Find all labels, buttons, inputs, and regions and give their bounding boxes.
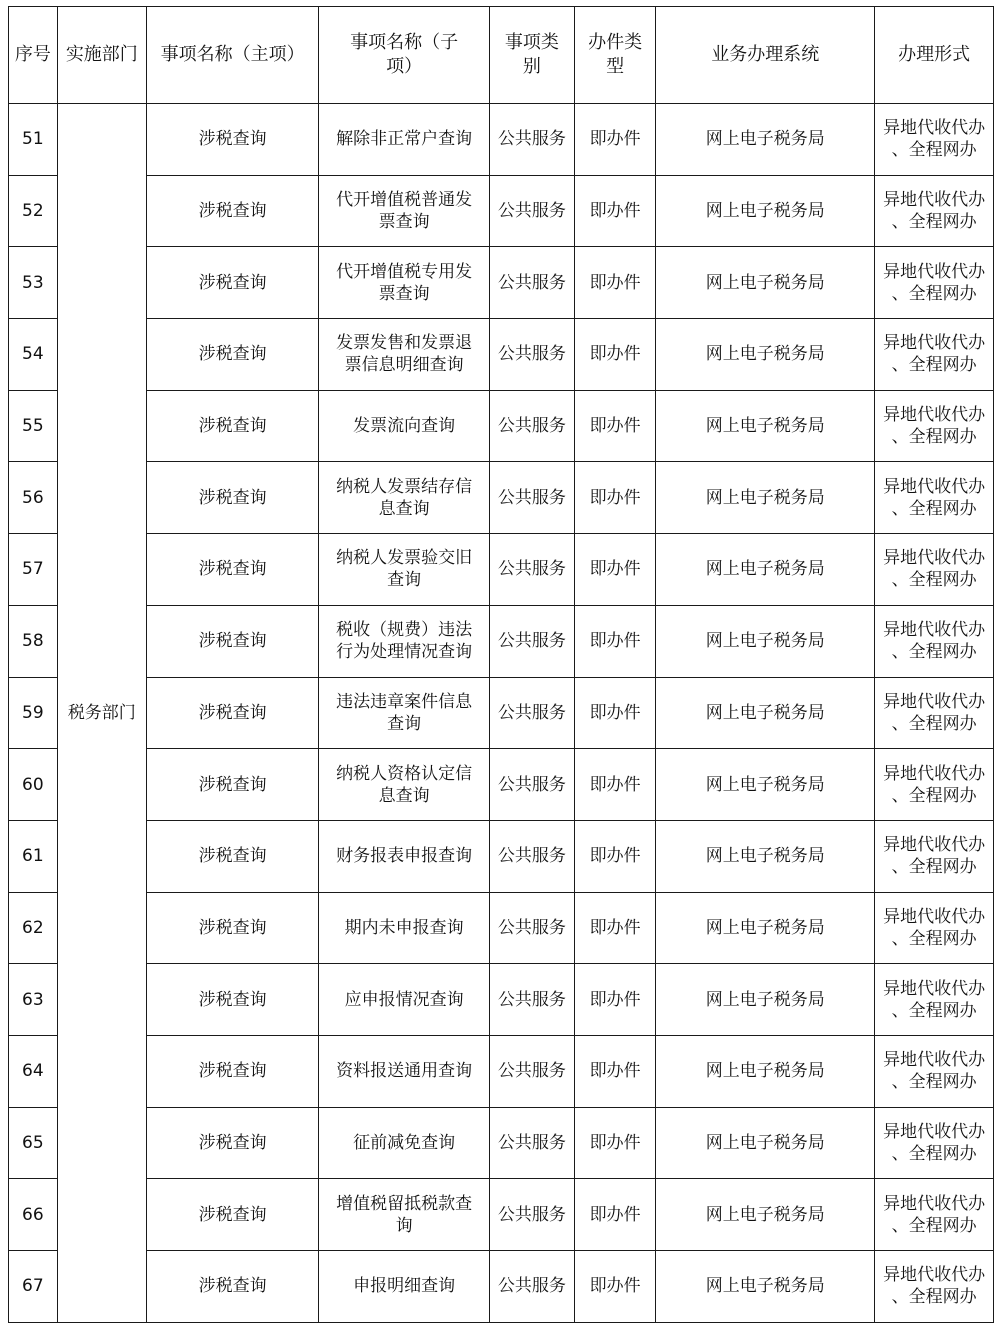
- cell-line: 别: [522, 56, 541, 77]
- cell-category: 公共服务: [489, 104, 574, 176]
- cell-line: 异地代收代办: [883, 691, 986, 712]
- cell-category: 公共服务: [489, 892, 574, 964]
- cell-line: 查询: [387, 570, 422, 591]
- cell-form: [875, 462, 994, 534]
- table-row: [9, 1107, 994, 1179]
- cell-sub-item: [319, 1251, 489, 1323]
- cell-no: 58: [9, 605, 58, 677]
- cell-system: 网上电子税务局: [656, 892, 875, 964]
- cell-sub-item: [319, 1179, 489, 1251]
- cell-system: 网上电子税务局: [656, 1179, 875, 1251]
- cell-line: 征前减免查询: [353, 1132, 456, 1153]
- cell-form: [875, 534, 994, 606]
- cell-line: 办件类: [588, 32, 643, 53]
- cell-line: 异地代收代办: [883, 333, 986, 354]
- cell-case-type: 即办件: [575, 319, 656, 391]
- header-row: [9, 7, 994, 104]
- cell-no: 54: [9, 319, 58, 391]
- cell-category: 公共服务: [489, 1035, 574, 1107]
- cell-no: 56: [9, 462, 58, 534]
- cell-category: 公共服务: [489, 175, 574, 247]
- cell-line: 项）: [386, 56, 423, 77]
- cell-main-item: 涉税查询: [146, 319, 318, 391]
- cell-line: 、全程网办: [891, 785, 977, 806]
- cell-line: 票查询: [378, 283, 430, 304]
- cell-line: 询: [395, 1215, 413, 1236]
- cell-line: 事项名称（主项）: [160, 44, 305, 65]
- cell-no: 57: [9, 534, 58, 606]
- cell-no: 60: [9, 749, 58, 821]
- cell-no: 64: [9, 1035, 58, 1107]
- cell-main-item: 涉税查询: [146, 462, 318, 534]
- cell-line: 异地代收代办: [883, 118, 986, 139]
- cell-line: 异地代收代办: [883, 763, 986, 784]
- cell-line: 异地代收代办: [883, 548, 986, 569]
- header-system: [656, 7, 875, 104]
- cell-category: 公共服务: [489, 319, 574, 391]
- cell-sub-item: [319, 605, 489, 677]
- cell-main-item: 涉税查询: [146, 175, 318, 247]
- cell-line: 应申报情况查询: [344, 989, 464, 1010]
- cell-line: 业务办理系统: [711, 44, 820, 65]
- cell-line: 、全程网办: [891, 642, 977, 663]
- cell-line: 事项类: [504, 32, 559, 53]
- cell-form: [875, 605, 994, 677]
- cell-no: 66: [9, 1179, 58, 1251]
- cell-case-type: 即办件: [575, 749, 656, 821]
- cell-system: 网上电子税务局: [656, 605, 875, 677]
- table-row: [9, 319, 994, 391]
- header-department: [57, 7, 146, 104]
- cell-line: 、全程网办: [891, 857, 977, 878]
- cell-line: 办理形式: [898, 44, 971, 65]
- cell-system: 网上电子税务局: [656, 1251, 875, 1323]
- table-row: [9, 175, 994, 247]
- cell-line: 异地代收代办: [883, 1050, 986, 1071]
- cell-line: 异地代收代办: [883, 978, 986, 999]
- cell-system: 网上电子税务局: [656, 104, 875, 176]
- header-sub-item: [319, 7, 489, 104]
- cell-no: 63: [9, 964, 58, 1036]
- cell-category: 公共服务: [489, 1179, 574, 1251]
- cell-category: 公共服务: [489, 749, 574, 821]
- cell-form: [875, 1251, 994, 1323]
- cell-line: 异地代收代办: [883, 906, 986, 927]
- table-row: [9, 534, 994, 606]
- cell-system: 网上电子税务局: [656, 1107, 875, 1179]
- cell-system: 网上电子税务局: [656, 749, 875, 821]
- cell-line: 申报明细查询: [353, 1276, 456, 1297]
- header-case-type: [575, 7, 656, 104]
- table-row: [9, 390, 994, 462]
- cell-form: [875, 964, 994, 1036]
- cell-form: [875, 319, 994, 391]
- cell-no: 53: [9, 247, 58, 319]
- cell-case-type: 即办件: [575, 534, 656, 606]
- table-row: [9, 605, 994, 677]
- cell-case-type: 即办件: [575, 1179, 656, 1251]
- cell-form: [875, 1035, 994, 1107]
- cell-case-type: 即办件: [575, 964, 656, 1036]
- cell-category: 公共服务: [489, 1251, 574, 1323]
- table-row: [9, 247, 994, 319]
- cell-system: 网上电子税务局: [656, 462, 875, 534]
- cell-line: 异地代收代办: [883, 190, 986, 211]
- cell-line: 税收（规费）违法: [336, 620, 473, 641]
- cell-line: 增值税留抵税款查: [336, 1193, 473, 1214]
- cell-sub-item: [319, 462, 489, 534]
- cell-case-type: 即办件: [575, 820, 656, 892]
- cell-case-type: 即办件: [575, 1107, 656, 1179]
- cell-category: 公共服务: [489, 247, 574, 319]
- cell-line: 型: [606, 56, 625, 77]
- cell-sub-item: [319, 104, 489, 176]
- cell-line: 异地代收代办: [883, 405, 986, 426]
- cell-sub-item: [319, 534, 489, 606]
- cell-category: 公共服务: [489, 677, 574, 749]
- table-row: [9, 677, 994, 749]
- cell-no: 65: [9, 1107, 58, 1179]
- cell-category: 公共服务: [489, 390, 574, 462]
- cell-main-item: 涉税查询: [146, 247, 318, 319]
- cell-sub-item: [319, 749, 489, 821]
- cell-line: 期内未申报查询: [344, 917, 464, 938]
- cell-department: 税务部门: [57, 104, 146, 1323]
- cell-form: [875, 749, 994, 821]
- table-row: [9, 462, 994, 534]
- cell-sub-item: [319, 319, 489, 391]
- cell-form: [875, 1179, 994, 1251]
- cell-sub-item: [319, 1107, 489, 1179]
- cell-case-type: 即办件: [575, 892, 656, 964]
- cell-line: 发票发售和发票退: [336, 333, 473, 354]
- cell-category: 公共服务: [489, 820, 574, 892]
- cell-line: 事项名称（子: [350, 32, 459, 53]
- table-body: [9, 104, 994, 1323]
- cell-form: [875, 247, 994, 319]
- cell-line: 异地代收代办: [883, 1193, 986, 1214]
- cell-main-item: 涉税查询: [146, 1251, 318, 1323]
- cell-main-item: 涉税查询: [146, 605, 318, 677]
- cell-line: 实施部门: [65, 44, 138, 65]
- cell-case-type: 即办件: [575, 462, 656, 534]
- cell-line: 违法违章案件信息: [336, 691, 473, 712]
- cell-main-item: 涉税查询: [146, 1035, 318, 1107]
- cell-main-item: 涉税查询: [146, 677, 318, 749]
- cell-sub-item: [319, 892, 489, 964]
- cell-no: 67: [9, 1251, 58, 1323]
- cell-line: 、全程网办: [891, 140, 977, 161]
- cell-case-type: 即办件: [575, 175, 656, 247]
- cell-main-item: 涉税查询: [146, 892, 318, 964]
- cell-sub-item: [319, 820, 489, 892]
- cell-system: 网上电子税务局: [656, 247, 875, 319]
- table-row: [9, 820, 994, 892]
- cell-line: 查询: [387, 713, 422, 734]
- cell-category: 公共服务: [489, 534, 574, 606]
- cell-line: 、全程网办: [891, 355, 977, 376]
- cell-system: 网上电子税务局: [656, 534, 875, 606]
- cell-line: 异地代收代办: [883, 476, 986, 497]
- cell-line: 、全程网办: [891, 570, 977, 591]
- cell-no: 55: [9, 390, 58, 462]
- cell-line: 、全程网办: [891, 212, 977, 233]
- cell-line: 、全程网办: [891, 1287, 977, 1308]
- table-row: [9, 964, 994, 1036]
- cell-line: 行为处理情况查询: [336, 642, 473, 663]
- cell-main-item: 涉税查询: [146, 964, 318, 1036]
- cell-line: 息查询: [378, 498, 430, 519]
- cell-main-item: 涉税查询: [146, 534, 318, 606]
- cell-case-type: 即办件: [575, 677, 656, 749]
- cell-line: 、全程网办: [891, 498, 977, 519]
- cell-category: 公共服务: [489, 462, 574, 534]
- cell-line: 异地代收代办: [883, 261, 986, 282]
- cell-system: 网上电子税务局: [656, 319, 875, 391]
- cell-main-item: 涉税查询: [146, 749, 318, 821]
- cell-case-type: 即办件: [575, 390, 656, 462]
- cell-no: 52: [9, 175, 58, 247]
- cell-no: 62: [9, 892, 58, 964]
- cell-case-type: 即办件: [575, 104, 656, 176]
- cell-main-item: 涉税查询: [146, 1107, 318, 1179]
- cell-no: 51: [9, 104, 58, 176]
- cell-sub-item: [319, 677, 489, 749]
- cell-line: 票查询: [378, 212, 430, 233]
- table-row: [9, 1251, 994, 1323]
- cell-line: 异地代收代办: [883, 1265, 986, 1286]
- table-row: [9, 892, 994, 964]
- cell-line: 、全程网办: [891, 427, 977, 448]
- cell-system: 网上电子税务局: [656, 390, 875, 462]
- cell-case-type: 即办件: [575, 247, 656, 319]
- header-category: [489, 7, 574, 104]
- cell-no: 59: [9, 677, 58, 749]
- cell-no: 61: [9, 820, 58, 892]
- cell-line: 息查询: [378, 785, 430, 806]
- table-header: [9, 7, 994, 104]
- cell-line: 、全程网办: [891, 928, 977, 949]
- cell-line: 异地代收代办: [883, 620, 986, 641]
- cell-category: 公共服务: [489, 1107, 574, 1179]
- cell-line: 、全程网办: [891, 1072, 977, 1093]
- cell-sub-item: [319, 175, 489, 247]
- service-items-table: [8, 6, 994, 1323]
- cell-line: 代开增值税普通发: [336, 190, 473, 211]
- cell-form: [875, 820, 994, 892]
- cell-sub-item: [319, 964, 489, 1036]
- table-row: [9, 1179, 994, 1251]
- cell-line: 、全程网办: [891, 1215, 977, 1236]
- cell-system: 网上电子税务局: [656, 175, 875, 247]
- cell-form: [875, 104, 994, 176]
- cell-line: 、全程网办: [891, 713, 977, 734]
- document-page: [8, 6, 994, 1323]
- cell-form: [875, 677, 994, 749]
- cell-form: [875, 892, 994, 964]
- cell-line: 、全程网办: [891, 283, 977, 304]
- header-main-item: [146, 7, 318, 104]
- cell-form: [875, 390, 994, 462]
- cell-system: 网上电子税务局: [656, 677, 875, 749]
- cell-case-type: 即办件: [575, 1035, 656, 1107]
- cell-category: 公共服务: [489, 605, 574, 677]
- cell-line: 异地代收代办: [883, 1121, 986, 1142]
- cell-sub-item: [319, 390, 489, 462]
- cell-main-item: 涉税查询: [146, 390, 318, 462]
- cell-category: 公共服务: [489, 964, 574, 1036]
- cell-line: 票信息明细查询: [344, 355, 464, 376]
- cell-line: 资料报送通用查询: [336, 1061, 473, 1082]
- cell-line: 纳税人资格认定信: [336, 763, 473, 784]
- cell-system: 网上电子税务局: [656, 964, 875, 1036]
- cell-line: 纳税人发票验交旧: [336, 548, 473, 569]
- table-row: [9, 104, 994, 176]
- cell-main-item: 涉税查询: [146, 1179, 318, 1251]
- cell-case-type: 即办件: [575, 605, 656, 677]
- cell-line: 异地代收代办: [883, 835, 986, 856]
- header-no: [9, 7, 58, 104]
- cell-main-item: 涉税查询: [146, 104, 318, 176]
- cell-line: 代开增值税专用发: [336, 261, 473, 282]
- cell-line: 纳税人发票结存信: [336, 476, 473, 497]
- cell-sub-item: [319, 1035, 489, 1107]
- cell-system: 网上电子税务局: [656, 1035, 875, 1107]
- table-row: [9, 1035, 994, 1107]
- cell-system: 网上电子税务局: [656, 820, 875, 892]
- cell-line: 发票流向查询: [353, 416, 456, 437]
- cell-form: [875, 175, 994, 247]
- cell-main-item: 涉税查询: [146, 820, 318, 892]
- cell-line: 、全程网办: [891, 1000, 977, 1021]
- cell-line: 序号: [14, 44, 51, 65]
- cell-line: 、全程网办: [891, 1143, 977, 1164]
- cell-form: [875, 1107, 994, 1179]
- cell-line: 财务报表申报查询: [336, 846, 473, 867]
- header-form: [875, 7, 994, 104]
- table-row: [9, 749, 994, 821]
- cell-case-type: 即办件: [575, 1251, 656, 1323]
- cell-line: 解除非正常户查询: [336, 129, 473, 150]
- cell-sub-item: [319, 247, 489, 319]
